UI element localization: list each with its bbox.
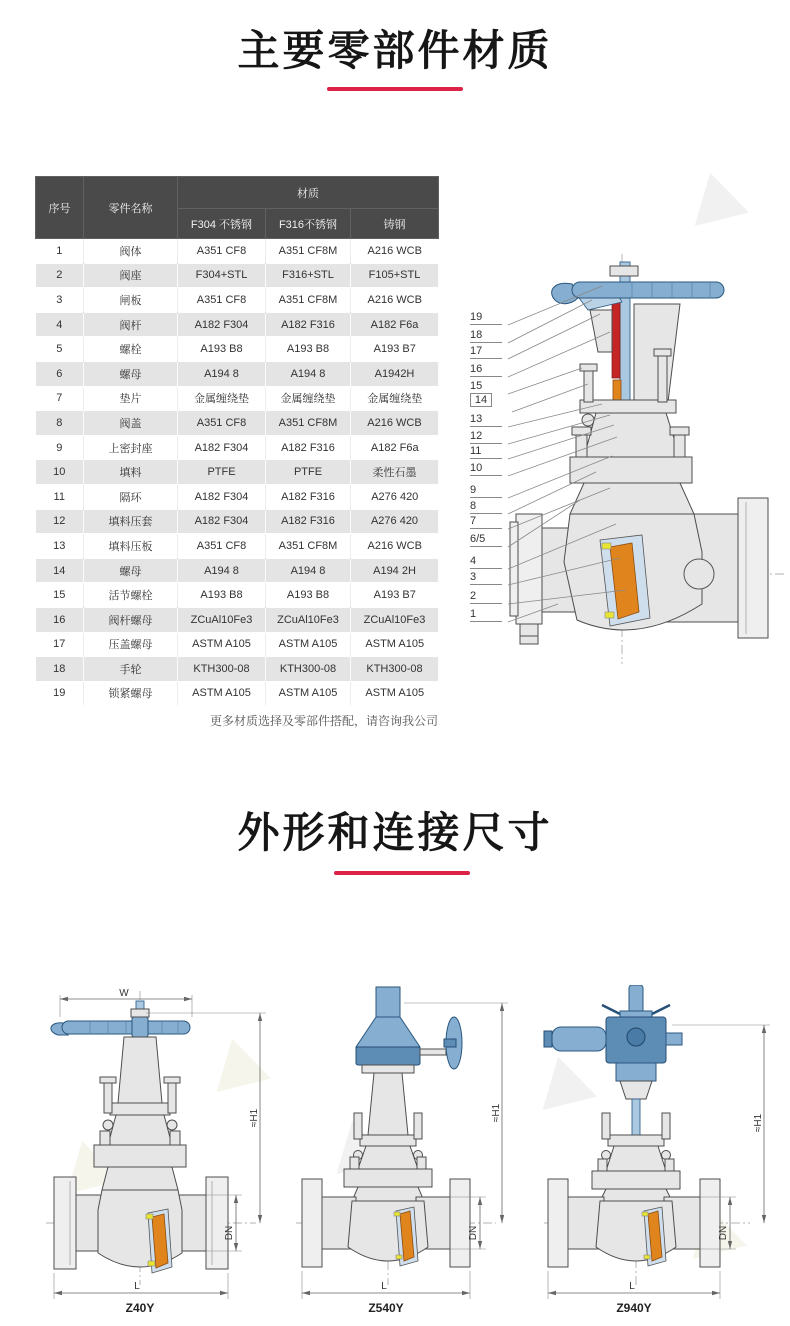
table-cell-part: 锁紧螺母 [84,681,178,705]
table-row [36,411,439,436]
callout-4: 4 [470,555,502,569]
table-cell-cast: A193 B7 [351,583,439,608]
z540y-dim-h1: ≈H1 [491,1103,502,1123]
col-header-material: 材质 [178,177,439,209]
col-header-no: 序号 [36,177,84,239]
table-cell-no: 6 [36,361,84,386]
section2-title: 外形和连接尺寸 [237,809,553,856]
table-cell-part: 压盖螺母 [84,632,178,657]
table-cell-part: 阀座 [84,263,178,288]
table-cell-cast: 金属缠绕垫 [351,386,439,411]
table-cell-f316: A182 F316 [266,312,351,337]
table-cell-f316: A182 F316 [266,484,351,509]
callout-16: 16 [470,363,502,377]
callout-6-5: 6/5 [470,533,502,547]
z940y-dim-h1: ≈H1 [753,1113,764,1133]
table-cell-f316: A351 CF8M [266,411,351,436]
table-cell-f316: ASTM A105 [266,632,351,657]
table-cell-f304: A182 F304 [178,484,266,509]
callout-15: 15 [470,380,483,392]
table-cell-part: 填料压套 [84,509,178,534]
table-row [36,484,439,509]
z940y-dim-l: L [629,1281,635,1292]
table-cell-f304: ZCuAl10Fe3 [178,607,266,632]
table-cell-part: 闸板 [84,288,178,313]
callout-18: 18 [470,329,502,343]
table-cell-f304: A193 B8 [178,583,266,608]
table-cell-no: 17 [36,632,84,657]
table-cell-part: 填料压板 [84,534,178,559]
table-cell-cast: A193 B7 [351,337,439,362]
table-cell-f304: ASTM A105 [178,632,266,657]
valve-cross-section-svg [462,252,788,667]
callout-12: 12 [470,430,502,444]
valve-cross-section-drawing [462,252,788,667]
table-cell-f304: A182 F304 [178,312,266,337]
table-cell-f304: A194 8 [178,558,266,583]
section1-title-underline [327,87,463,91]
table-cell-no: 9 [36,435,84,460]
table-cell-cast: ZCuAl10Fe3 [351,607,439,632]
table-cell-f316: A193 B8 [266,337,351,362]
z40y-svg [20,985,282,1315]
table-row [36,460,439,485]
table-cell-part: 阀体 [84,239,178,264]
materials-table-body [36,239,439,706]
table-row [36,583,439,608]
table-cell-f304: A351 CF8 [178,239,266,264]
z40y-label: Z40Y [125,1301,155,1315]
table-note: 更多材质选择及零部件搭配，请咨询我公司 [209,714,438,728]
z540y-dim-dn: DN [468,1225,479,1241]
callout-14: 14 [470,393,492,407]
z540y-label: Z540Y [368,1301,404,1315]
watermark-logo [683,166,749,226]
table-cell-f316: 金属缠绕垫 [266,386,351,411]
table-cell-f316: A182 F316 [266,435,351,460]
table-cell-part: 上密封座 [84,435,178,460]
table-cell-f316: A351 CF8M [266,239,351,264]
table-cell-cast: ASTM A105 [351,632,439,657]
table-cell-f304: A351 CF8 [178,534,266,559]
table-row [36,288,439,313]
table-row [36,337,439,362]
table-row [36,534,439,559]
table-cell-f316: A351 CF8M [266,534,351,559]
table-row [36,607,439,632]
table-row [36,361,439,386]
col-header-part: 零件名称 [84,177,178,239]
callout-11: 11 [470,445,502,459]
table-cell-cast: F105+STL [351,263,439,288]
table-cell-f304: A182 F304 [178,435,266,460]
z40y-dim-l: L [134,1281,140,1292]
table-cell-cast: A216 WCB [351,239,439,264]
table-cell-no: 5 [36,337,84,362]
table-cell-cast: A182 F6a [351,312,439,337]
table-cell-f304: A182 F304 [178,509,266,534]
table-cell-f304: KTH300-08 [178,657,266,682]
table-cell-part: 手轮 [84,657,178,682]
table-cell-f316: A351 CF8M [266,288,351,313]
table-cell-no: 12 [36,509,84,534]
table-cell-no: 19 [36,681,84,705]
dimension-drawing-z940y [524,985,786,1320]
table-cell-part: 螺母 [84,558,178,583]
table-cell-part: 阀杆 [84,312,178,337]
z940y-dim-dn: DN [718,1225,729,1241]
table-cell-cast: A194 2H [351,558,439,583]
callout-9: 9 [470,484,502,498]
table-cell-part: 活节螺栓 [84,583,178,608]
z540y-svg [284,985,518,1315]
z40y-dim-h1: ≈H1 [249,1108,260,1128]
table-cell-f316: A193 B8 [266,583,351,608]
dimension-drawing-z40y [20,985,282,1320]
table-cell-cast: A216 WCB [351,288,439,313]
callout-10: 10 [470,462,502,476]
table-row [36,435,439,460]
table-cell-cast: A216 WCB [351,411,439,436]
callout-1: 1 [470,608,502,622]
z40y-dim-w: W [119,988,129,999]
table-cell-f316: A182 F316 [266,509,351,534]
table-cell-no: 7 [36,386,84,411]
table-cell-no: 8 [36,411,84,436]
table-cell-f316: A194 8 [266,361,351,386]
callout-17: 17 [470,345,502,359]
table-cell-f316: ASTM A105 [266,681,351,705]
table-cell-f316: PTFE [266,460,351,485]
z940y-svg [524,985,786,1315]
table-cell-part: 垫片 [84,386,178,411]
col-header-f316: F316不锈钢 [266,209,351,239]
dimension-drawing-z540y [284,985,518,1320]
table-cell-no: 18 [36,657,84,682]
col-header-f304: F304 不锈钢 [178,209,266,239]
table-row [36,632,439,657]
table-cell-no: 14 [36,558,84,583]
z40y-dim-dn: DN [224,1225,235,1241]
table-cell-part: 螺母 [84,361,178,386]
callout-7: 7 [470,515,502,529]
table-row [36,239,439,264]
table-cell-f304: 金属缠绕垫 [178,386,266,411]
table-row [36,681,439,705]
table-cell-cast: 柔性石墨 [351,460,439,485]
callout-19: 19 [470,311,502,325]
col-header-cast: 铸钢 [351,209,439,239]
table-cell-no: 1 [36,239,84,264]
table-cell-f304: F304+STL [178,263,266,288]
table-cell-no: 10 [36,460,84,485]
table-cell-f304: ASTM A105 [178,681,266,705]
table-cell-part: 填料 [84,460,178,485]
table-row [36,386,439,411]
table-row [36,312,439,337]
table-cell-part: 阀盖 [84,411,178,436]
table-cell-no: 4 [36,312,84,337]
table-cell-cast: A216 WCB [351,534,439,559]
callout-8: 8 [470,500,502,514]
table-cell-part: 螺栓 [84,337,178,362]
table-row [36,558,439,583]
table-row [36,263,439,288]
callout-13: 13 [470,413,502,427]
table-cell-f304: PTFE [178,460,266,485]
table-cell-f304: A351 CF8 [178,288,266,313]
table-cell-no: 16 [36,607,84,632]
table-cell-f304: A193 B8 [178,337,266,362]
table-cell-no: 2 [36,263,84,288]
table-cell-cast: ASTM A105 [351,681,439,705]
callout-2: 2 [470,590,502,604]
materials-table [35,176,439,705]
table-row [36,657,439,682]
table-row [36,509,439,534]
table-cell-cast: A276 420 [351,509,439,534]
table-cell-part: 阀杆螺母 [84,607,178,632]
table-cell-part: 隔环 [84,484,178,509]
table-cell-cast: A1942H [351,361,439,386]
table-cell-no: 3 [36,288,84,313]
z940y-label: Z940Y [616,1301,652,1315]
table-cell-cast: A182 F6a [351,435,439,460]
callout-3: 3 [470,571,502,585]
table-cell-no: 13 [36,534,84,559]
table-cell-f304: A194 8 [178,361,266,386]
z540y-dim-l: L [381,1281,387,1292]
section1-title: 主要零部件材质 [237,27,553,74]
table-cell-cast: KTH300-08 [351,657,439,682]
table-cell-f316: A194 8 [266,558,351,583]
section2-title-underline [334,871,470,875]
table-cell-no: 15 [36,583,84,608]
table-cell-f316: ZCuAl10Fe3 [266,607,351,632]
table-cell-f316: KTH300-08 [266,657,351,682]
table-cell-f316: F316+STL [266,263,351,288]
table-cell-cast: A276 420 [351,484,439,509]
table-cell-f304: A351 CF8 [178,411,266,436]
table-cell-no: 11 [36,484,84,509]
